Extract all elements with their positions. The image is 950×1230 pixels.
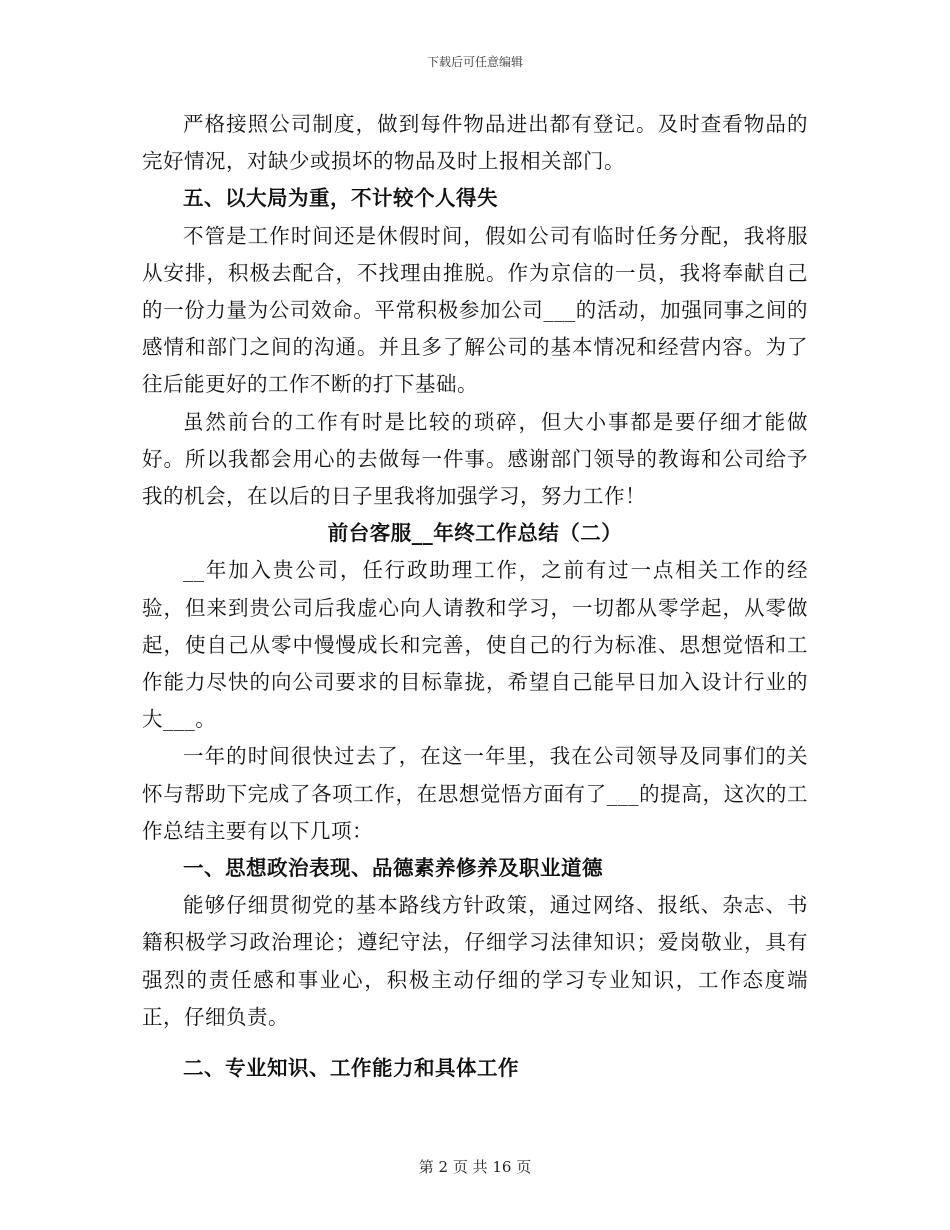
heading-section-two: 二、专业知识、工作能力和具体工作 [183,1056,519,1081]
page-footer: 第 2 页 共 16 页 [418,1158,532,1176]
heading-section-one: 一、思想政治表现、品德素养修养及职业道德 [183,856,603,881]
page-header: 下载后可任意编辑 [426,55,523,69]
document-body [142,106,808,1087]
paragraph-joining: __年加入贵公司，任行政助理工作，之前有过一点相关工作的经验，但来到贵公司后我虚心向人请教和学习，一切都从零学起，从零做起，使自己从零中慢慢成长和完善，使自己的行为标准、思想觉悟和工作能力尽快的向公司要求的目标靠拢，希望自己能早日加入设计行业的大___。 [142,558,808,732]
heading-section-five: 五、以大局为重，不计较个人得失 [183,186,498,211]
paragraph-teamwork: 不管是工作时间还是休假时间，假如公司有临时任务分配，我将服从安排，积极去配合，不找理由推脱。作为京信的一员，我将奉献自己的一份力量为公司效命。平常积极参加公司___的活动，加强同事之间的感情和部门之间的沟通。并且多了解公司的基本情况和经营内容。为了往后能更好的工作不断的打下基础。 [142,223,808,397]
paragraph-political: 能够仔细贯彻党的基本路线方针政策，通过网络、报纸、杂志、书籍积极学习政治理论；遵纪守法，仔细学习法律知识；爱岗敬业，具有强烈的责任感和事业心，积极主动仔细的学习专业知识，工作态度端正，仔细负责。 [142,893,808,1029]
paragraph-year-review: 一年的时间很快过去了，在这一年里，我在公司领导及同事们的关怀与帮助下完成了各项工作，在思想觉悟方面有了___的提高，这次的工作总结主要有以下几项： [142,744,808,843]
paragraph-gratitude: 虽然前台的工作有时是比较的琐碎，但大小事都是要仔细才能做好。所以我都会用心的去做每一件事。感谢部门领导的教诲和公司给予我的机会，在以后的日子里我将加强学习，努力工作！ [142,409,808,509]
section-title-part-two: 前台客服__年终工作总结（二） [327,521,623,546]
paragraph-registration: 严格接照公司制度，做到每件物品进出都有登记。及时查看物品的完好情况，对缺少或损坏的物品及时上报相关部门。 [142,112,808,174]
